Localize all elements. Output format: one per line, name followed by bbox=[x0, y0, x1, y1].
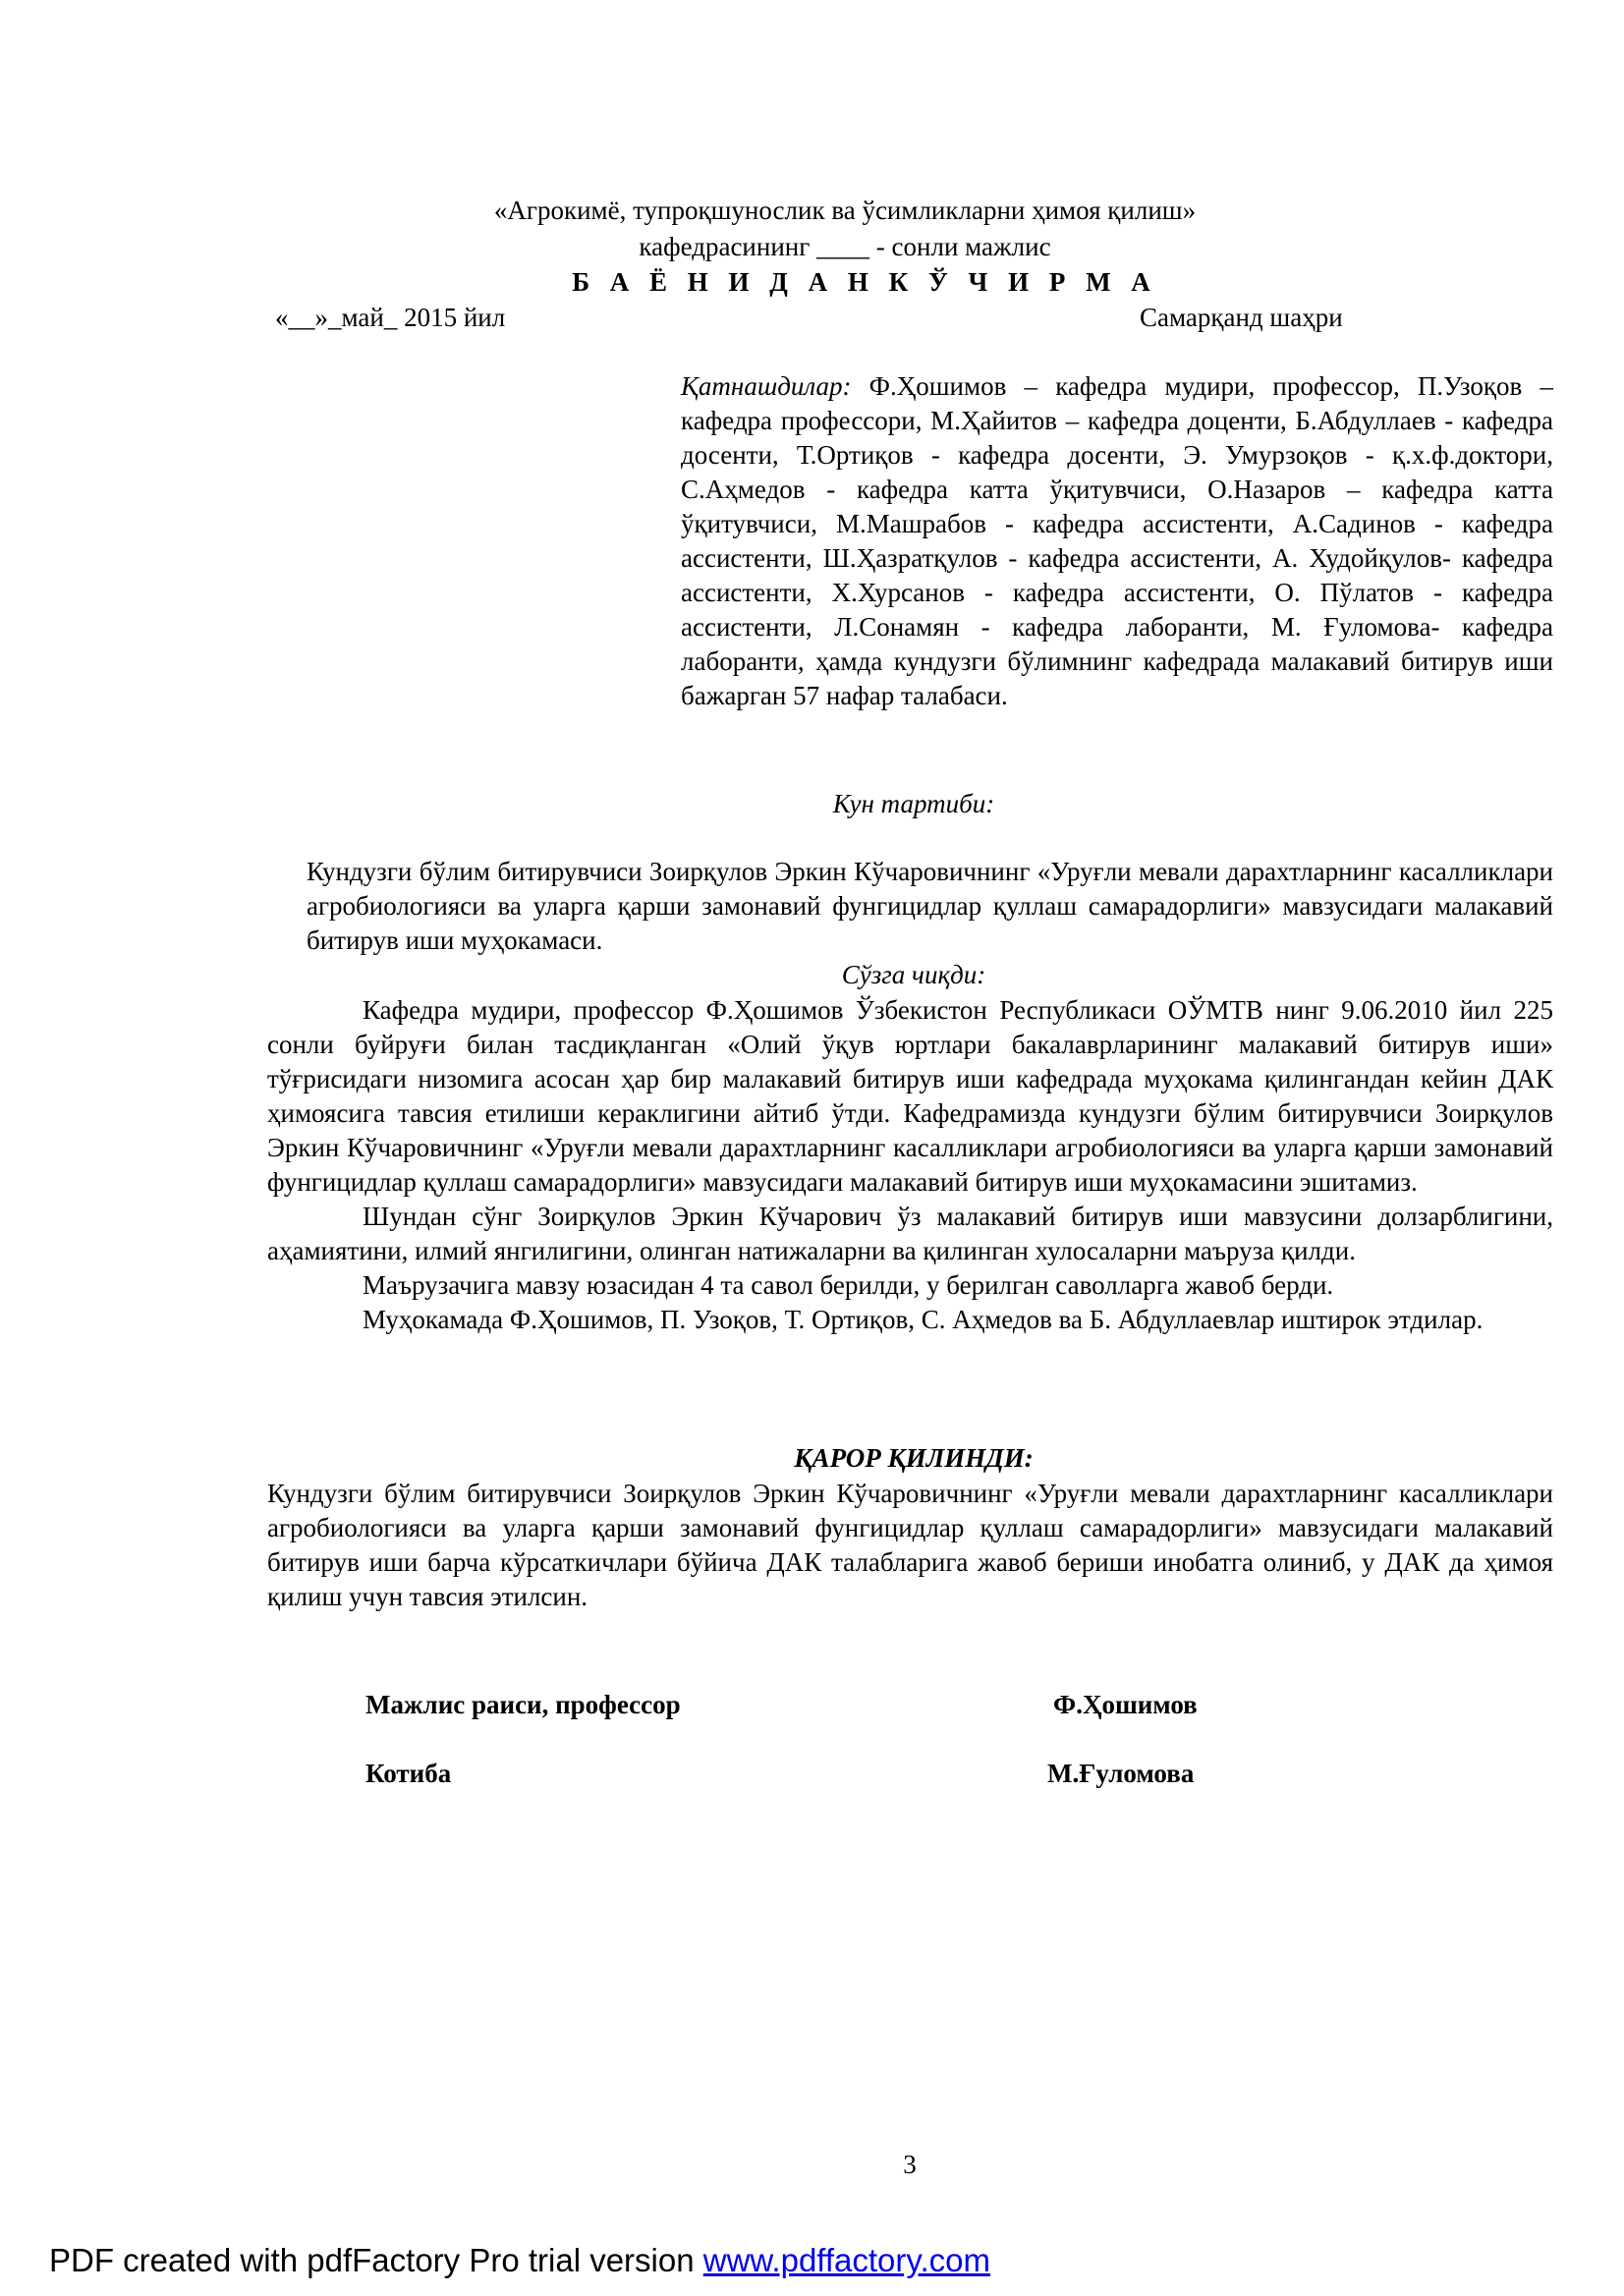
footer-text: PDF created with pdfFactory Pro trial version bbox=[49, 2242, 703, 2278]
heard-section bbox=[267, 993, 1553, 1337]
department-title: «Агрокимё, тупроқшунослик ва ўсимликларни ҳимоя қилиш» bbox=[493, 196, 1197, 225]
secretary-title: Котиба bbox=[365, 1759, 452, 1788]
attendees-label: Қатнашдилар: bbox=[681, 371, 852, 401]
meeting-number-line: кафедрасининг ____ - сонли мажлис bbox=[639, 232, 1051, 261]
agenda-text: Кундузги бўлим битирувчиси Зоирқулов Эркин Кўчаровичнинг «Уруғли мевали дарахтларнинг касалликлари агробиологияси ва уларга қарши замонавий фунгицидлар қуллаш самарадорлиги» мавзусидаги малакавий битирув иши муҳокамаси. bbox=[307, 857, 1553, 955]
secretary-name: М.Ғуломова bbox=[1047, 1759, 1195, 1788]
heard-paragraph: Муҳокамада Ф.Ҳошимов, П. Узоқов, Т. Ортиқов, С. Аҳмедов ва Б. Абдуллаевлар иштирок этдилар. bbox=[363, 1305, 1484, 1334]
meeting-city: Самарқанд шаҳри bbox=[1140, 303, 1343, 332]
heard-heading: Сўзга чиқди: bbox=[841, 960, 986, 989]
meeting-date: «__»_май_ 2015 йил bbox=[275, 303, 506, 332]
heard-paragraph: Кафедра мудири, профессор Ф.Ҳошимов Ўзбекистон Республикаси ОЎМТВ нинг 9.06.2010 йил 225 сонли буйруғи билан тасдиқланган «Олий ўқув юртлари бакалаврларининг малакавий битирув иши» тўғрисидаги низомига асосан ҳар бир малакавий битирув иши кафедрада муҳокама қилингандан кейин ДАК ҳимоясига тавсия етилиши кераклигини айтиб ўтди. Кафедрамизда кундузги бўлим битирувчиси Зоирқулов Эркин Кўчаровичнинг «Уруғли мевали дарахтларнинг касалликлари агробиологияси ва уларга қарши замонавий фунгицидлар қуллаш самарадорлиги» мавзусидаги малакавий битирув иши муҳокамасини эшитамиз. bbox=[267, 995, 1553, 1197]
chair-name: Ф.Ҳошимов bbox=[1053, 1690, 1198, 1719]
decision-heading: ҚАРОР ҚИЛИНДИ: bbox=[794, 1443, 1034, 1473]
chair-title: Мажлис раиси, профессор bbox=[365, 1690, 681, 1719]
footer-link[interactable]: www.pdffactory.com bbox=[702, 2242, 990, 2278]
decision-text: Кундузги бўлим битирувчиси Зоирқулов Эркин Кўчаровичнинг «Уруғли мевали дарахтларнинг касалликлари агробиологияси ва уларга қарши замонавий фунгицидлар қуллаш самарадорлиги» мавзусидаги малакавий битирув иши барча кўрсаткичлари бўйича ДАК талабларига жавоб бериши инобатга олиниб, у ДАК да ҳимоя қилиш учун тавсия этилсин. bbox=[267, 1479, 1553, 1611]
document-heading: Б А Ё Н И Д А Н К Ў Ч И Р М А bbox=[572, 267, 1157, 297]
pdf-footer bbox=[49, 2241, 990, 2280]
heard-paragraph: Шундан сўнг Зоирқулов Эркин Кўчарович ўз малакавий битирув иши мавзусини долзарблигини, аҳамиятини, илмий янгилигини, олинган натижаларни ва қилинган хулосаларни маъруза қилди. bbox=[267, 1202, 1553, 1265]
attendees-block bbox=[681, 369, 1553, 713]
attendees-list: Ф.Ҳошимов – кафедра мудири, профессор, П.Узоқов – кафедра профессори, М.Ҳайитов – кафедра доценти, Б.Абдуллаев - кафедра досенти, Т.Ортиқов - кафедра досенти, Э. Умурзоқов - қ.х.ф.доктори, С.Аҳмедов - кафедра катта ўқитувчиси, О.Назаров – кафедра катта ўқитувчиси, М.Машрабов - кафедра ассистенти, А.Садинов - кафедра ассистенти, Ш.Ҳазратқулов - кафедра ассистенти, А. Худойқулов- кафедра ассистенти, Х.Хурсанов - кафедра ассистенти, О. Пўлатов - кафедра ассистенти, Л.Сонамян - кафедра лаборанти, М. Ғуломова- кафедра лаборанти, ҳамда кундузги бўлимнинг кафедрада малакавий битирув иши бажарган 57 нафар талабаси. bbox=[681, 371, 1553, 710]
agenda-heading: Кун тартиби: bbox=[832, 789, 995, 818]
page-number: 3 bbox=[903, 2150, 917, 2179]
heard-paragraph: Маърузачига мавзу юзасидан 4 та савол берилди, у берилган саволларга жавоб берди. bbox=[363, 1270, 1334, 1300]
